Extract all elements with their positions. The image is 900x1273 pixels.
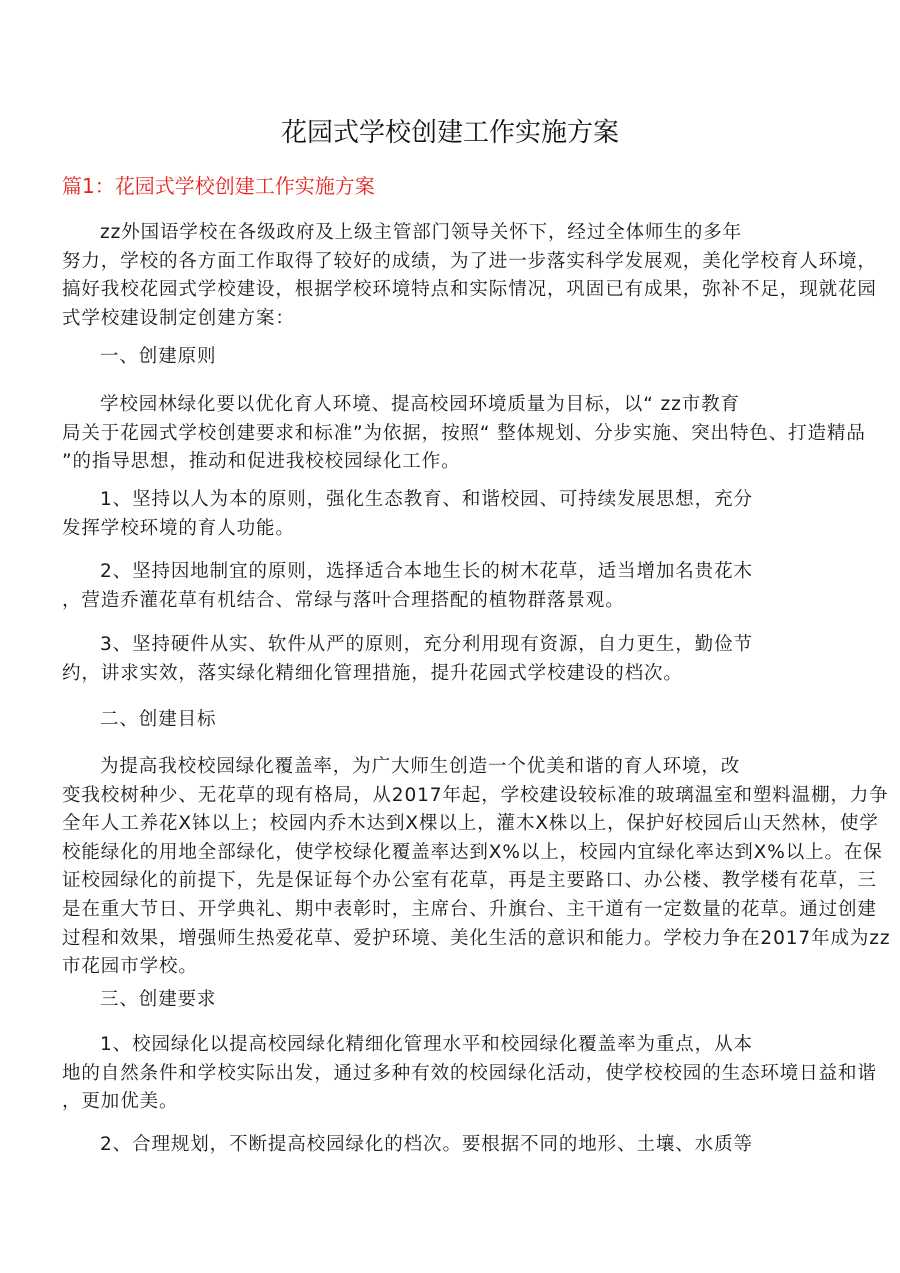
- text-line: ，更加优美。: [62, 1091, 179, 1113]
- text-line: 证校园绿化的前提下，先是保证每个办公室有花草，再是主要路口、办公楼、教学楼有花草，三: [62, 870, 877, 892]
- paragraph: [62, 219, 877, 333]
- paragraph: [62, 753, 891, 982]
- text-line: 二、创建目标: [100, 709, 217, 730]
- text-line: 是在重大节日、开学典礼、期中表彰时，主席台、升旗台、主干道有一定数量的花草。通过创建: [62, 898, 877, 920]
- section-subheading: [62, 706, 852, 735]
- section-subheading: [62, 343, 852, 372]
- text-line: 2、坚持因地制宜的原则，选择适合本地生长的树木花草，适当增加名贵花木: [100, 561, 753, 582]
- paragraph: [62, 1031, 877, 1117]
- text-line: 1、坚持以人为本的原则，强化生态教育、和谐校园、可持续发展思想，充分: [100, 489, 753, 510]
- text-line: zz外国语学校在各级政府及上级主管部门领导关怀下，经过全体师生的多年: [100, 222, 743, 243]
- paragraph: [62, 558, 852, 615]
- paragraph: [62, 631, 852, 688]
- section-subheading: [62, 986, 852, 1015]
- text-line: 三、创建要求: [100, 989, 217, 1010]
- text-line: 约，讲求实效，落实绿化精细化管理措施，提升花园式学校建设的档次。: [62, 662, 683, 684]
- text-line: 变我校树种少、无花草的现有格局，从2017年起，学校建设较标准的玻璃温室和塑料温棚，力争: [62, 784, 889, 806]
- text-line: ”的指导思想，推动和促进我校校园绿化工作。: [62, 451, 461, 473]
- text-line: 发挥学校环境的育人功能。: [62, 517, 295, 539]
- text-line: 2、合理规划，不断提高校园绿化的档次。要根据不同的地形、土壤、水质等: [100, 1134, 753, 1155]
- text-line: 过程和效果，增强师生热爱花草、爱护环境、美化生活的意识和能力。学校力争在2017年成为zz: [62, 927, 891, 949]
- text-line: ，营造乔灌花草有机结合、常绿与落叶合理搭配的植物群落景观。: [62, 589, 625, 611]
- paragraph: [62, 1131, 852, 1160]
- text-line: 1、校园绿化以提高校园绿化精细化管理水平和校园绿化覆盖率为重点，从本: [100, 1034, 753, 1055]
- text-line: 市花园市学校。: [62, 956, 198, 978]
- paragraph: [62, 486, 852, 543]
- text-line: 努力，学校的各方面工作取得了较好的成绩，为了进一步落实科学发展观，美化学校育人环境，: [62, 250, 877, 272]
- text-line: 一、创建原则: [100, 346, 217, 367]
- document-title: 花园式学校创建工作实施方案: [280, 118, 619, 148]
- text-line: 局关于花园式学校创建要求和标准”为依据，按照“ 整体规划、分步实施、突出特色、打造精品: [62, 422, 866, 444]
- text-line: 地的自然条件和学校实际出发，通过多种有效的校园绿化活动，使学校校园的生态环境日益和谐: [62, 1062, 877, 1084]
- section-heading: 篇1：花园式学校创建工作实施方案: [62, 174, 375, 198]
- text-line: 学校园林绿化要以优化育人环境、提高校园环境质量为目标，以“ zz市教育: [100, 394, 740, 415]
- text-line: 为提高我校校园绿化覆盖率，为广大师生创造一个优美和谐的育人环境，改: [100, 756, 741, 777]
- text-line: 3、坚持硬件从实、软件从严的原则，充分利用现有资源，自力更生，勤俭节: [100, 634, 753, 655]
- text-line: 全年人工养花X钵以上；校园内乔木达到X棵以上，灌木X株以上，保护好校园后山天然林，使学: [62, 813, 879, 835]
- text-line: 搞好我校花园式学校建设，根据学校环境特点和实际情况，巩固已有成果，弥补不足，现就花园: [62, 279, 877, 301]
- text-line: 校能绿化的用地全部绿化，使学校绿化覆盖率达到X%以上，校园内宜绿化率达到X%以上。在保: [62, 841, 883, 863]
- text-line: 式学校建设制定创建方案：: [62, 307, 295, 329]
- paragraph: [62, 391, 866, 477]
